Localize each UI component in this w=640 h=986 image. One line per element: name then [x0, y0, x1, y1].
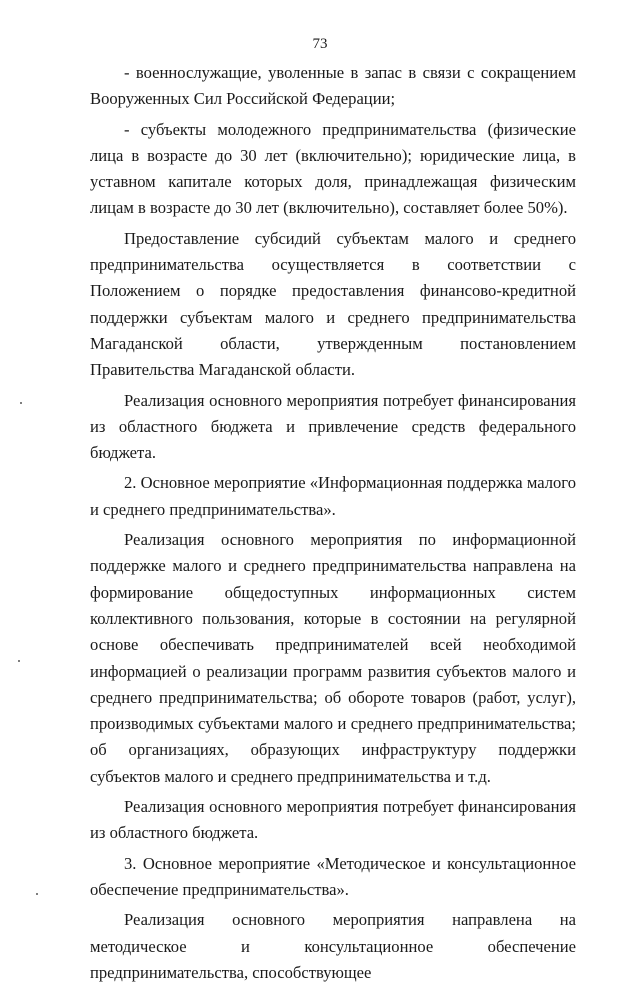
scan-speck [20, 402, 22, 404]
paragraph-methodical-support: Реализация основного мероприятия направлена на методическое и консультационное обеспечение предпринимательства, способствующее [90, 910, 576, 982]
heading-measure-3: 3. Основное мероприятие «Методическое и консультационное обеспечение предпринимательства». [90, 853, 576, 899]
document-body [90, 56, 576, 986]
paragraph-information-support: Реализация основного мероприятия по информационной поддержке малого и среднего предпринимательства направлена на формирование общедоступных информационных систем коллективного пользования, которые в состоянии на регулярной основе обеспечивать предпринимателей всей необходимой информацией о реализации программ развития субъектов малого и среднего предпринимательства; об обороте товаров (работ, услуг), производимых субъектами малого и среднего предпринимательства; об организациях, образующих инфраструктуру поддержки субъектов малого и среднего предпринимательства и т.д. [90, 530, 576, 786]
paragraph-financing-regional: Реализация основного мероприятия потребует финансирования из областного бюджета. [90, 797, 576, 843]
paragraph-military: - военнослужащие, уволенные в запас в связи с сокращением Вооруженных Сил Российской Федерации; [90, 63, 576, 109]
paragraph-youth-entrepreneurship: - субъекты молодежного предпринимательства (физические лица в возрасте до 30 лет (включительно); юридические лица, в уставном капитале которых доля, принадлежащая физическим лицам в возрасте до 30 лет (включительно), составляет более 50%). [90, 119, 576, 218]
heading-measure-2: 2. Основное мероприятие «Информационная поддержка малого и среднего предпринимательства». [90, 473, 576, 519]
page-number: 73 [312, 36, 328, 52]
scan-speck [18, 660, 20, 662]
scan-speck [36, 893, 38, 895]
paragraph-subsidies: Предоставление субсидий субъектам малого и среднего предпринимательства осуществляется в соответствии с Положением о порядке предоставления финансово-кредитной поддержки субъектам малого и среднего предпринимательства Магаданской области, утвержденным постановлением Правительства Магаданской области. [90, 228, 576, 380]
paragraph-financing-regional-federal: Реализация основного мероприятия потребует финансирования из областного бюджета и привлечение средств федерального бюджета. [90, 390, 576, 463]
